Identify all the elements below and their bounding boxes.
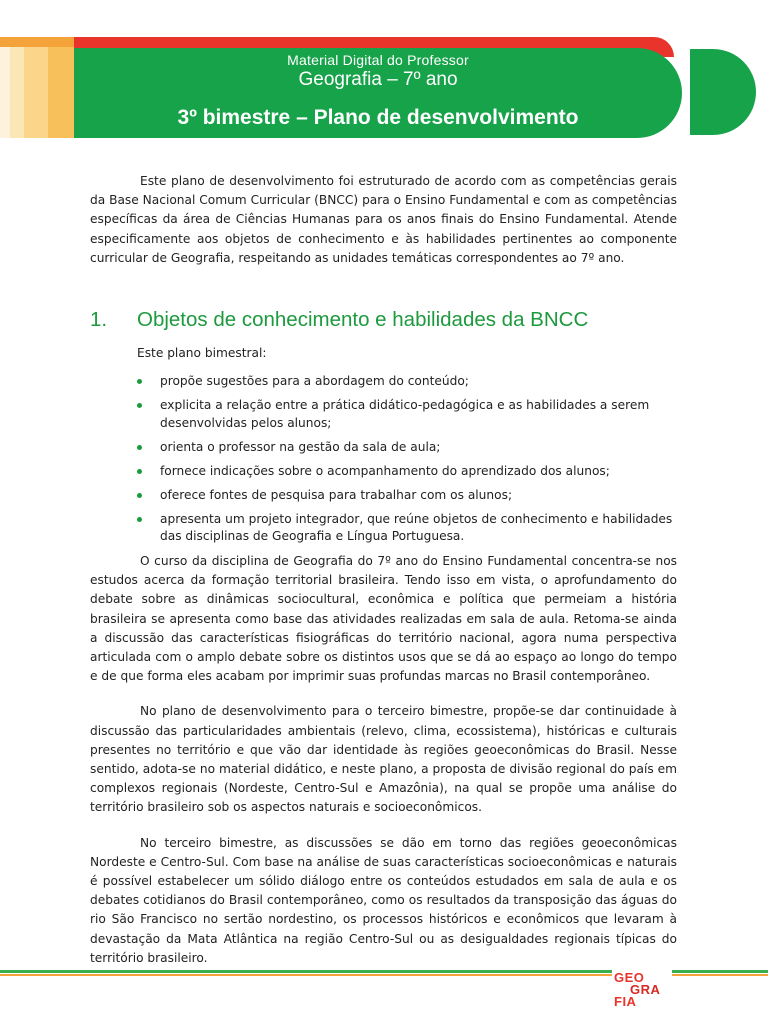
- section-number: 1.: [90, 308, 108, 332]
- bullet-icon: [137, 403, 142, 408]
- header-text: [74, 48, 682, 130]
- page-title: 3º bimestre – Plano de desenvolvimento: [177, 106, 579, 129]
- document-body: [90, 172, 677, 968]
- header-subtitle: Material Digital do Professor: [287, 52, 469, 68]
- bullet-icon: [137, 517, 142, 522]
- bullet-icon: [137, 379, 142, 384]
- geografia-logo: [612, 968, 672, 1008]
- page-header: [0, 0, 768, 145]
- list-item-text: propõe sugestões para a abordagem do conteúdo;: [160, 374, 469, 389]
- list-item: [137, 397, 677, 432]
- list-item-text: apresenta um projeto integrador, que reúne objetos de conhecimento e habilidades das disciplinas de Geografia e Língua Portuguesa.: [160, 511, 673, 544]
- list-item: [137, 487, 677, 505]
- bullet-list: [90, 373, 677, 546]
- header-stripe: [24, 38, 48, 138]
- body-paragraph: No plano de desenvolvimento para o terceiro bimestre, propõe-se dar continuidade à discussão das particularidades ambientais (relevo, clima, ecossistema), históricas e culturais presentes no território e que vão dar identidade às regiões geoeconômicas do Brasil. Nesse sentido, adota-se no material didático, e neste plano, a proposta de divisão regional do país em complexos regionais (Nordeste, Centro-Sul e Amazônia), na qual se propõe uma análise do território brasileiro sob os aspectos naturais e socioeconômicos.: [90, 704, 677, 815]
- list-item-text: fornece indicações sobre o acompanhamento do aprendizado dos alunos;: [160, 463, 610, 478]
- bullet-icon: [137, 469, 142, 474]
- logo-text: FIA: [614, 994, 637, 1009]
- list-item: [137, 373, 677, 391]
- header-stripe: [48, 38, 74, 138]
- header-stripe: [0, 38, 10, 138]
- header-stripe: [10, 38, 24, 138]
- header-grade: Geografia – 7º ano: [298, 69, 458, 90]
- bullet-icon: [137, 493, 142, 498]
- logo-text: GEO: [614, 970, 645, 985]
- bullet-icon: [137, 445, 142, 450]
- body-paragraph: O curso da disciplina de Geografia do 7º ano do Ensino Fundamental concentra-se nos estudos acerca da formação territorial brasileira. Tendo isso em vista, o aprofundamento do debate sobre as dinâmicas sociocultural, econômica e política que permeiam a história brasileira se apresenta como base das atividades realizadas em sala de aula. Retoma-se ainda a discussão das características fisiográficas do território nacional, agora numa perspectiva articulada com o amplo debate sobre os distintos usos que se dá ao espaço ao longo do tempo e de que forma eles acabam por imprimir suas profundas marcas no Brasil contemporâneo.: [90, 554, 677, 684]
- list-item-text: explicita a relação entre a prática didático-pedagógica e as habilidades a serem desenvolvidas pelos alunos;: [160, 398, 650, 430]
- list-item: [137, 439, 677, 457]
- list-item-text: oferece fontes de pesquisa para trabalhar com os alunos;: [160, 487, 513, 502]
- header-green-tab: [690, 49, 756, 135]
- intro-paragraph: Este plano de desenvolvimento foi estruturado de acordo com as competências gerais da Base Nacional Comum Curricular (BNCC) para o Ensino Fundamental e com as competências específicas da área de Ciências Humanas para os anos finais do Ensino Fundamental. Atende especificamente aos objetos de conhecimento e às habilidades pertinentes ao componente curricular de Geografia, respeitando as unidades temáticas correspondentes ao 7º ano.: [90, 174, 677, 265]
- section-lead: Este plano bimestral:: [137, 346, 267, 361]
- list-item: [137, 463, 677, 481]
- list-item-text: orienta o professor na gestão da sala de aula;: [160, 439, 441, 454]
- list-item: [137, 511, 677, 546]
- section-heading: [90, 308, 677, 332]
- logo-text: GRA: [630, 982, 661, 997]
- body-paragraph: No terceiro bimestre, as discussões se dão em torno das regiões geoeconômicas Nordeste e Centro-Sul. Com base na análise de suas características socioeconômicas e naturais é possível estabelecer um sólido diálogo entre os conteúdos estudados em sala de aula e os debates cotidianos do Brasil contemporâneo, como os resultados da transposição das águas do rio São Francisco no sertão nordestino, os processos históricos e econômicos que levaram à devastação da Mata Atlântica na região Centro-Sul ou as desigualdades regionais típicas do território brasileiro.: [90, 835, 677, 965]
- section-title: Objetos de conhecimento e habilidades da BNCC: [137, 308, 589, 332]
